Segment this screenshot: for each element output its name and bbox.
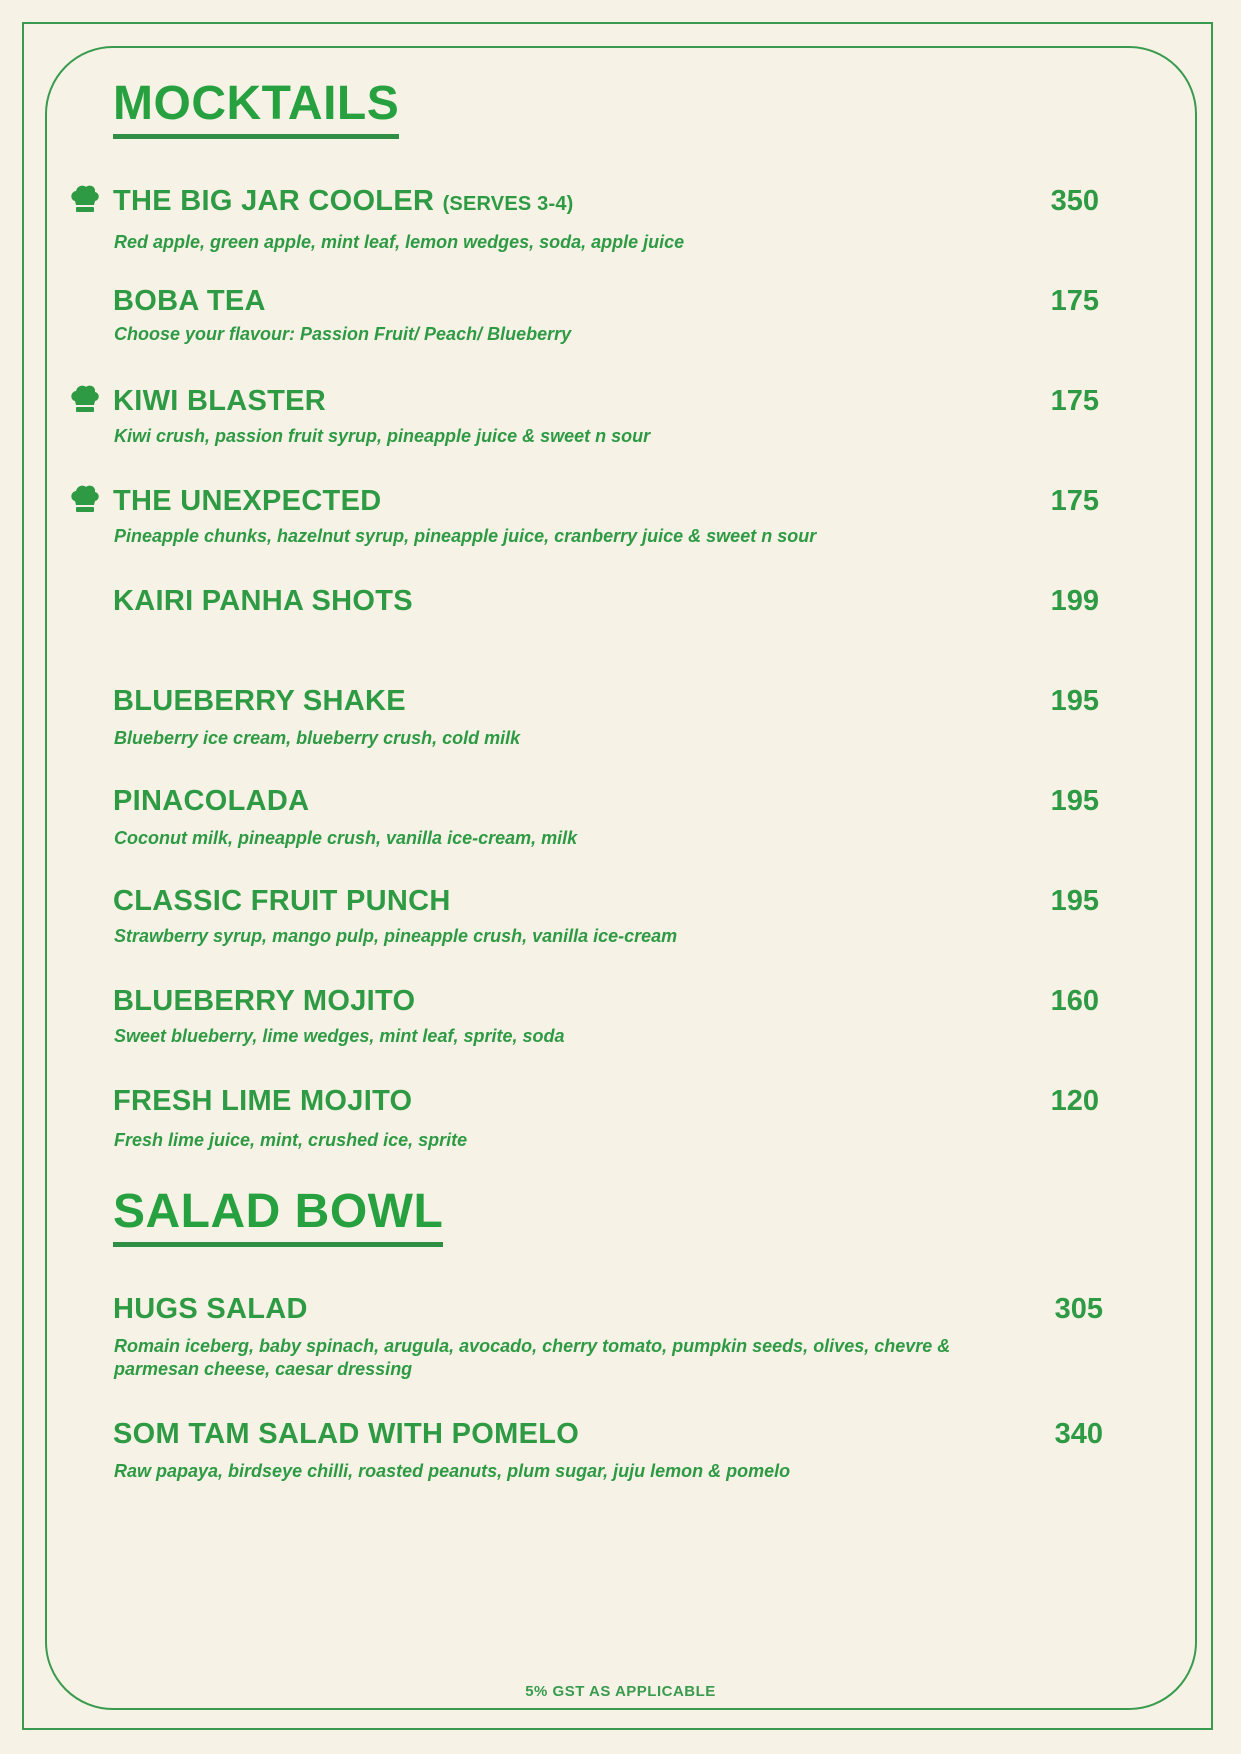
item-name: PINACOLADA (113, 785, 310, 817)
item-description: Sweet blueberry, lime wedges, mint leaf, sprite, soda (114, 1026, 565, 1046)
chef-hat-icon (69, 484, 101, 514)
item-name: BLUEBERRY MOJITO (113, 985, 416, 1017)
item-name: FRESH LIME MOJITO (113, 1085, 413, 1117)
item-price: 175 (1050, 285, 1099, 317)
menu-item (113, 387, 1113, 467)
chef-hat-icon (69, 184, 101, 214)
item-name: BLUEBERRY SHAKE (113, 685, 406, 717)
item-name: THE UNEXPECTED (113, 485, 382, 517)
item-price: 195 (1050, 785, 1099, 817)
section-title-mocktails: MOCKTAILS (113, 80, 399, 139)
item-name: SOM TAM SALAD WITH POMELO (113, 1418, 580, 1450)
item-name: BOBA TEA (113, 285, 266, 317)
section-title-salad-bowl: SALAD BOWL (113, 1188, 443, 1247)
item-name: KAIRI PANHA SHOTS (113, 585, 413, 617)
item-price: 195 (1050, 885, 1099, 917)
item-description: Fresh lime juice, mint, crushed ice, sprite (114, 1130, 468, 1150)
menu-item (113, 687, 1113, 767)
menu-item (113, 887, 1113, 967)
item-description: Choose your flavour: Passion Fruit/ Peach/ Blueberry (114, 324, 572, 344)
item-description: Coconut milk, pineapple crush, vanilla ice-cream, milk (114, 828, 578, 848)
item-description: Pineapple chunks, hazelnut syrup, pineapple juice, cranberry juice & sweet n sour (114, 526, 817, 546)
menu-item (113, 487, 1113, 567)
item-name: CLASSIC FRUIT PUNCH (113, 885, 451, 917)
menu-item (113, 787, 1113, 867)
menu-item (113, 1420, 1113, 1500)
item-serving-note: (SERVES 3-4) (442, 193, 574, 215)
menu-item (113, 987, 1113, 1067)
item-description: Blueberry ice cream, blueberry crush, cold milk (114, 728, 521, 748)
menu-item (113, 1087, 1113, 1167)
item-name: HUGS SALAD (113, 1293, 308, 1325)
item-price: 199 (1050, 585, 1099, 617)
menu-item (113, 287, 1113, 367)
item-price: 195 (1050, 685, 1099, 717)
item-description: Red apple, green apple, mint leaf, lemon wedges, soda, apple juice (114, 232, 685, 252)
item-description: Strawberry syrup, mango pulp, pineapple crush, vanilla ice-cream (114, 926, 678, 946)
item-price: 340 (1054, 1418, 1103, 1450)
item-price: 120 (1050, 1085, 1099, 1117)
menu-item (113, 587, 1113, 667)
item-description: Kiwi crush, passion fruit syrup, pineapple juice & sweet n sour (114, 426, 651, 446)
footer-gst-note: 5% GST AS APPLICABLE (525, 1683, 716, 1700)
item-price: 175 (1050, 485, 1099, 517)
item-description: Raw papaya, birdseye chilli, roasted peanuts, plum sugar, juju lemon & pomelo (114, 1461, 791, 1481)
item-price: 350 (1050, 185, 1099, 217)
item-name: THE BIG JAR COOLER (SERVES 3-4) (113, 185, 574, 217)
item-name: KIWI BLASTER (113, 385, 327, 417)
item-price: 305 (1054, 1293, 1103, 1325)
item-price: 175 (1050, 385, 1099, 417)
item-price: 160 (1050, 985, 1099, 1017)
menu-item (113, 1295, 1113, 1385)
chef-hat-icon (69, 384, 101, 414)
menu-item (113, 187, 1113, 267)
item-description: Romain iceberg, baby spinach, arugula, avocado, cherry tomato, pumpkin seeds, olives, chevre & parmesan cheese, caesar dressing (114, 1336, 951, 1379)
